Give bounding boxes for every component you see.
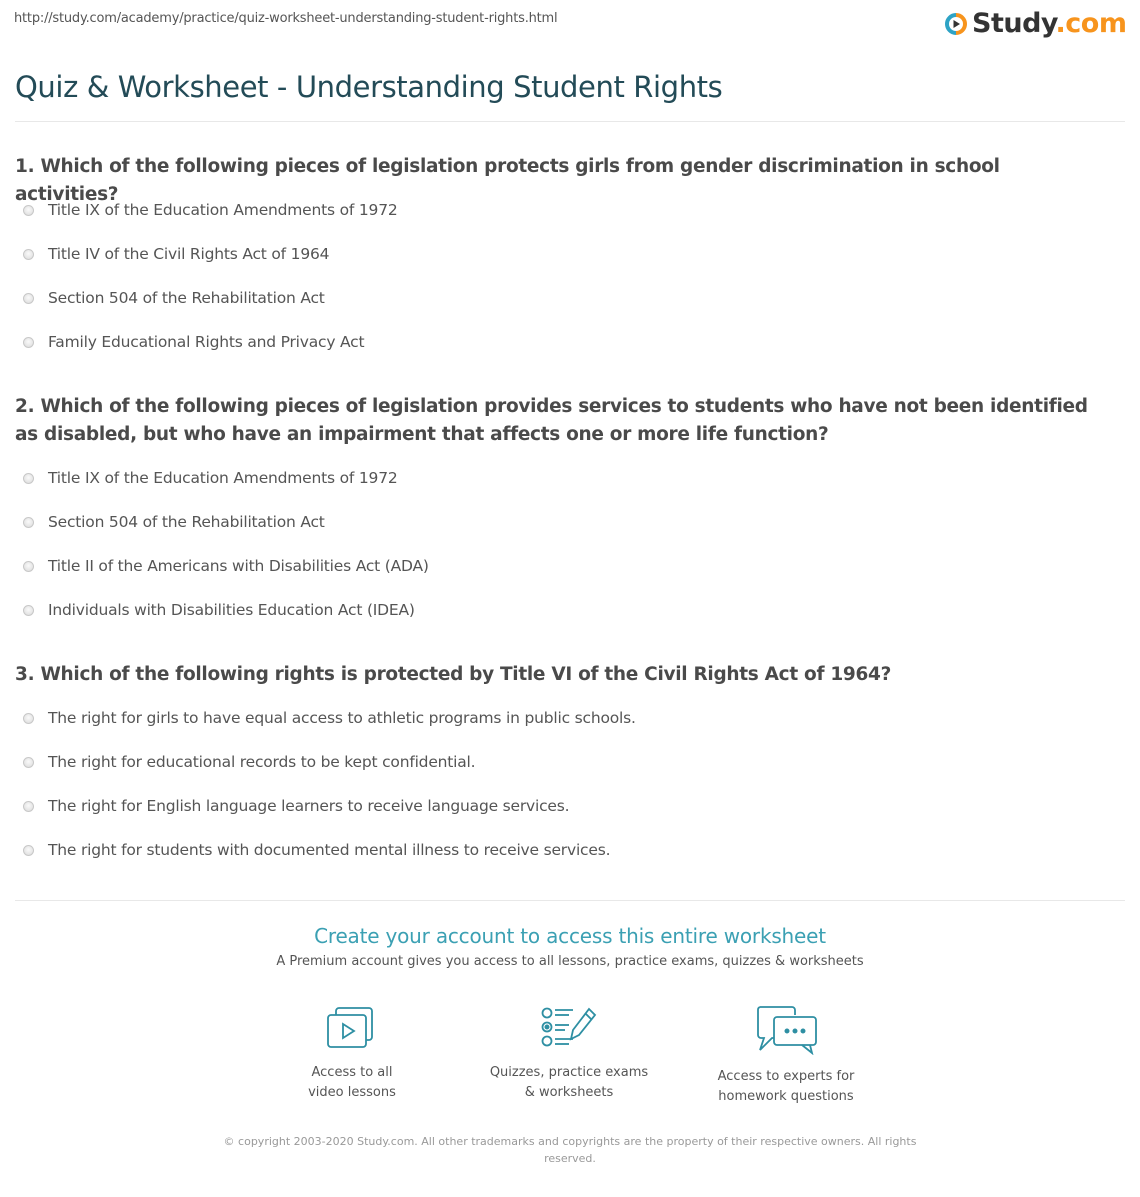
answer-option[interactable]: The right for girls to have equal access to athletic programs in public schools. <box>23 707 636 729</box>
create-account-link[interactable]: Create your account to access this entire worksheet <box>314 924 826 948</box>
logo-suffix: .com <box>1055 8 1127 39</box>
question-3: 3. Which of the following rights is protected by Title VI of the Civil Rights Act of 1964? <box>15 664 892 685</box>
answer-option[interactable]: Individuals with Disabilities Education Act (IDEA) <box>23 599 415 621</box>
cta-divider <box>15 900 1125 901</box>
study-logo[interactable] <box>945 9 1126 39</box>
feature-experts: Access to experts for homework questions <box>686 1005 886 1107</box>
page-title: Quiz & Worksheet - Understanding Student Rights <box>15 70 723 104</box>
radio-button[interactable] <box>23 249 34 260</box>
copyright-notice: © copyright 2003-2020 Study.com. All other trademarks and copyrights are the property of their respective owners. All rights reserved. <box>223 1135 917 1165</box>
title-divider <box>15 121 1125 122</box>
radio-button[interactable] <box>23 605 34 616</box>
answer-option[interactable]: Title IX of the Education Amendments of 1972 <box>23 199 398 221</box>
answer-option[interactable]: The right for students with documented mental illness to receive services. <box>23 839 610 861</box>
logo-name: Study <box>972 8 1056 39</box>
question-1: 1. Which of the following pieces of legislation protects girls from gender discrimination in school activities? <box>15 156 1000 205</box>
answer-option[interactable]: Section 504 of the Rehabilitation Act <box>23 511 325 533</box>
radio-button[interactable] <box>23 517 34 528</box>
answer-option[interactable]: The right for English language learners to receive language services. <box>23 795 569 817</box>
feature-video-lessons: Access to all video lessons <box>252 1005 452 1103</box>
answer-option[interactable]: The right for educational records to be kept confidential. <box>23 751 475 773</box>
radio-button[interactable] <box>23 845 34 856</box>
radio-button[interactable] <box>23 293 34 304</box>
radio-button[interactable] <box>23 801 34 812</box>
chat-bubbles-icon <box>686 1005 886 1055</box>
radio-button[interactable] <box>23 205 34 216</box>
answer-option[interactable]: Family Educational Rights and Privacy Act <box>23 331 364 353</box>
feature-quizzes: Quizzes, practice exams & worksheets <box>469 1005 669 1103</box>
radio-button[interactable] <box>23 561 34 572</box>
quiz-checklist-icon <box>469 1005 669 1051</box>
answer-option[interactable]: Section 504 of the Rehabilitation Act <box>23 287 325 309</box>
answer-option[interactable]: Title IV of the Civil Rights Act of 1964 <box>23 243 329 265</box>
radio-button[interactable] <box>23 757 34 768</box>
video-lessons-icon <box>252 1005 452 1051</box>
radio-button[interactable] <box>23 713 34 724</box>
radio-button[interactable] <box>23 473 34 484</box>
radio-button[interactable] <box>23 337 34 348</box>
cta-subtitle: A Premium account gives you access to all lessons, practice exams, quizzes & worksheets <box>276 954 864 969</box>
answer-option[interactable]: Title IX of the Education Amendments of 1972 <box>23 467 398 489</box>
question-2: 2. Which of the following pieces of legislation provides services to students who have not been identified as disabled, but who have an impairment that affects one or more life function? <box>15 396 1088 445</box>
play-circle-logo-icon <box>945 13 967 35</box>
page-url: http://study.com/academy/practice/quiz-worksheet-understanding-student-rights.html <box>14 11 558 26</box>
answer-option[interactable]: Title II of the Americans with Disabilities Act (ADA) <box>23 555 429 577</box>
